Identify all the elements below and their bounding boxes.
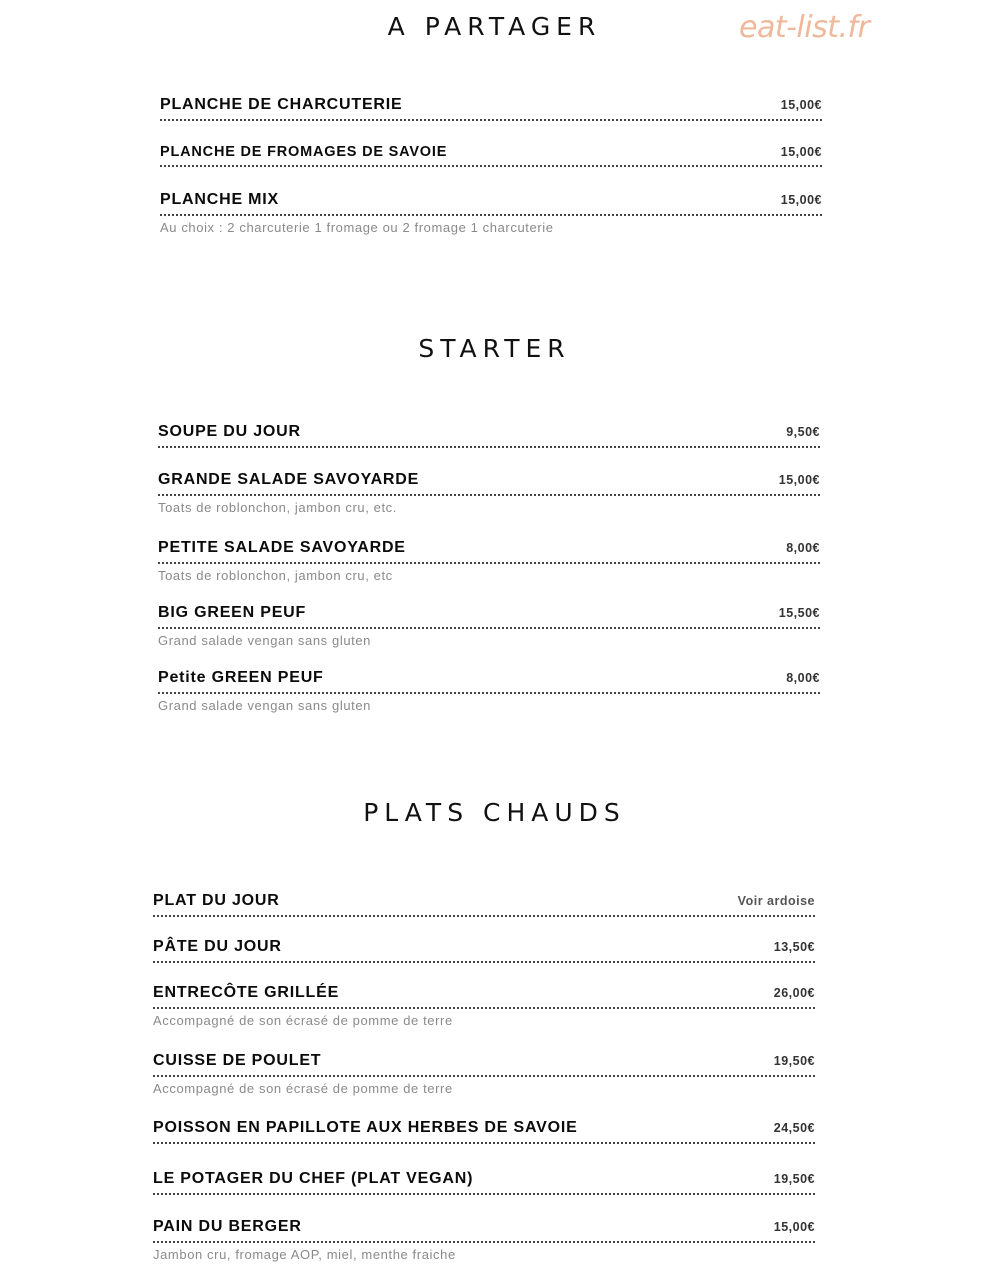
dotted-divider [158, 692, 820, 694]
item-price: 15,00€ [780, 98, 822, 112]
dotted-divider [153, 961, 815, 963]
item-price: 15,00€ [780, 145, 822, 159]
item-name: PÂTE DU JOUR [153, 938, 282, 955]
dotted-divider [158, 494, 820, 496]
item-description: Grand salade vengan sans gluten [158, 633, 372, 648]
menu-item [153, 892, 815, 917]
item-name: SOUPE DU JOUR [158, 423, 301, 440]
item-name: PLAT DU JOUR [153, 892, 280, 909]
menu-item [153, 1170, 815, 1195]
item-name: POISSON EN PAPILLOTE AUX HERBES DE SAVOIE [153, 1119, 578, 1136]
item-description: Grand salade vengan sans gluten [158, 698, 372, 713]
item-price: 15,50€ [778, 606, 820, 620]
dotted-divider [153, 1075, 815, 1077]
item-name: GRANDE SALADE SAVOYARDE [158, 471, 420, 488]
menu-item [160, 191, 822, 235]
item-price: 19,50€ [773, 1054, 815, 1068]
item-name: Petite GREEN PEUF [158, 669, 324, 686]
dotted-divider [158, 627, 820, 629]
item-description: Accompagné de son écrasé de pomme de terre [153, 1081, 453, 1096]
menu-item [153, 1119, 815, 1144]
menu-item [158, 539, 820, 583]
menu-item [153, 984, 815, 1028]
menu-item [153, 1218, 815, 1262]
menu-item [153, 1052, 815, 1096]
item-name: PAIN DU BERGER [153, 1218, 302, 1235]
item-price: 9,50€ [786, 425, 820, 439]
item-name: ENTRECÔTE GRILLÉE [153, 984, 340, 1001]
dotted-divider [160, 214, 822, 216]
menu-item [158, 423, 820, 448]
section-title-starter: STARTER [418, 334, 571, 363]
item-price: 15,00€ [773, 1220, 815, 1234]
item-name: BIG GREEN PEUF [158, 604, 307, 621]
item-description: Jambon cru, fromage AOP, miel, menthe fraiche [153, 1247, 456, 1262]
dotted-divider [153, 1142, 815, 1144]
item-price: 24,50€ [773, 1121, 815, 1135]
item-name: PLANCHE MIX [160, 191, 280, 208]
menu-item [153, 938, 815, 963]
item-name: PETITE SALADE SAVOYARDE [158, 539, 406, 556]
dotted-divider [158, 446, 820, 448]
dotted-divider [153, 1193, 815, 1195]
watermark-logo: eat-list.fr [739, 10, 870, 45]
dotted-divider [153, 1241, 815, 1243]
menu-item [160, 144, 822, 167]
item-price: 8,00€ [786, 671, 820, 685]
dotted-divider [158, 562, 820, 564]
menu-item [158, 471, 820, 515]
section-title-a-partager: A PARTAGER [387, 12, 602, 41]
dotted-divider [160, 119, 822, 121]
item-price: 13,50€ [773, 940, 815, 954]
item-name: LE POTAGER DU CHEF (PLAT VEGAN) [153, 1170, 474, 1187]
item-description: Toats de roblonchon, jambon cru, etc. [158, 500, 397, 515]
item-price: 19,50€ [773, 1172, 815, 1186]
item-price: 26,00€ [773, 986, 815, 1000]
menu-item [158, 604, 820, 648]
menu-item [158, 669, 820, 713]
item-description: Accompagné de son écrasé de pomme de terre [153, 1013, 453, 1028]
section-title-plats-chauds: PLATS CHAUDS [363, 798, 626, 827]
item-description: Au choix : 2 charcuterie 1 fromage ou 2 fromage 1 charcuterie [160, 220, 554, 235]
dotted-divider [160, 165, 822, 167]
item-name: CUISSE DE POULET [153, 1052, 322, 1069]
dotted-divider [153, 1007, 815, 1009]
item-price: 15,00€ [778, 473, 820, 487]
item-description: Toats de roblonchon, jambon cru, etc [158, 568, 393, 583]
item-name: PLANCHE DE FROMAGES DE SAVOIE [160, 144, 448, 160]
dotted-divider [153, 915, 815, 917]
item-price: Voir ardoise [737, 894, 815, 908]
item-price: 15,00€ [780, 193, 822, 207]
item-name: PLANCHE DE CHARCUTERIE [160, 96, 403, 113]
item-price: 8,00€ [786, 541, 820, 555]
menu-item [160, 96, 822, 121]
